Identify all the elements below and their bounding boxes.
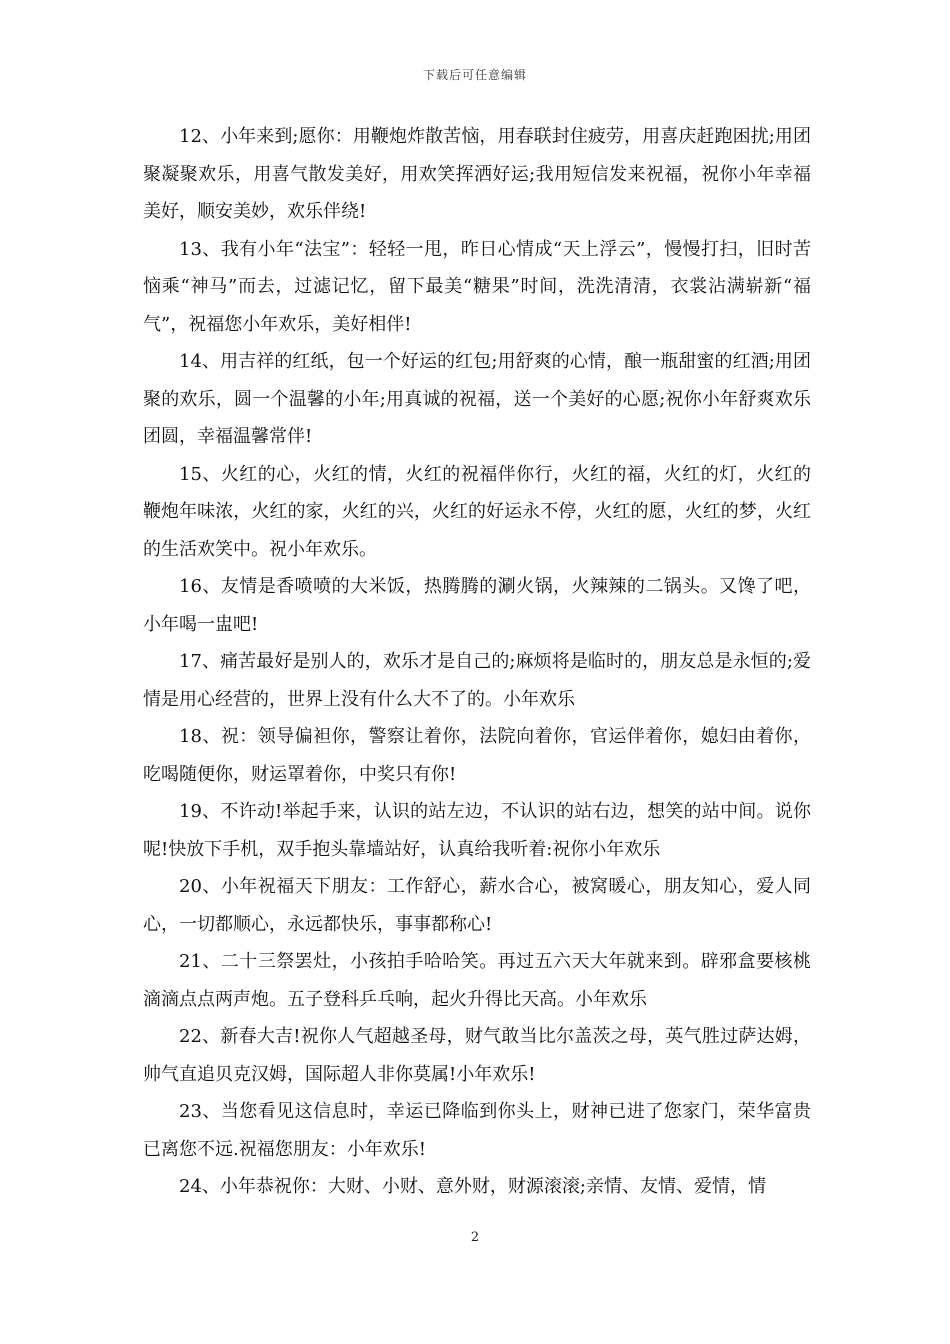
paragraph-19: 19、不许动!举起手来，认识的站左边，不认识的站右边，想笑的站中间。说你呢!快放下手机，双手抱头靠墙站好，认真给我听着:祝你小年欢乐 (143, 801, 811, 860)
paragraph-18: 18、祝：领导偏袒你，警察让着你，法院向着你，官运伴着你，媳妇由着你，吃喝随便你，财运罩着你，中奖只有你! (143, 726, 811, 785)
paragraph-21: 21、二十三祭罢灶，小孩拍手哈哈笑。再过五六天大年就来到。辟邪盒要核桃滴滴点点两声炮。五子登科乒乓响，起火升得比天高。小年欢乐 (143, 951, 811, 1010)
paragraph-16: 16、友情是香喷喷的大米饭，热腾腾的涮火锅，火辣辣的二锅头。又馋了吧，小年喝一盅吧! (143, 576, 811, 635)
paragraph-12: 12、小年来到;愿你：用鞭炮炸散苦恼，用春联封住疲劳，用喜庆赶跑困扰;用团聚凝聚欢乐，用喜气散发美好，用欢笑挥洒好运;我用短信发来祝福，祝你小年幸福美好，顺安美妙，欢乐伴绕! (143, 126, 811, 222)
paragraph-14: 14、用吉祥的红纸，包一个好运的红包;用舒爽的心情，酿一瓶甜蜜的红酒;用团聚的欢乐，圆一个温馨的小年;用真诚的祝福，送一个美好的心愿;祝你小年舒爽欢乐团圆，幸福温馨常伴! (143, 351, 811, 447)
paragraph-20: 20、小年祝福天下朋友：工作舒心，薪水合心，被窝暖心，朋友知心，爱人同心，一切都顺心，永远都快乐，事事都称心! (143, 876, 811, 935)
page-header: 下载后可任意编辑 (422, 68, 527, 82)
paragraph-22: 22、新春大吉!祝你人气超越圣母，财气敢当比尔盖茨之母，英气胜过萨达姆，帅气直追贝克汉姆，国际超人非你莫属!小年欢乐! (143, 1026, 811, 1085)
document-body (143, 118, 811, 1206)
paragraph-15: 15、火红的心，火红的情，火红的祝福伴你行，火红的福，火红的灯，火红的鞭炮年味浓，火红的家，火红的兴，火红的好运永不停，火红的愿，火红的梦，火红的生活欢笑中。祝小年欢乐。 (143, 463, 811, 560)
paragraph-23: 23、当您看见这信息时，幸运已降临到你头上，财神已进了您家门，荣华富贵已离您不远.祝福您朋友：小年欢乐! (143, 1101, 811, 1160)
paragraph-17: 17、痛苦最好是别人的，欢乐才是自己的;麻烦将是临时的，朋友总是永恒的;爱情是用心经营的，世界上没有什么大不了的。小年欢乐 (143, 651, 811, 710)
paragraph-13: 13、我有小年“法宝”：轻轻一甩，昨日心情成“天上浮云”，慢慢打扫，旧时苦恼乘“神马”而去，过滤记忆，留下最美“糖果”时间，洗洗清清，衣裳沾满崭新“福气”，祝福您小年欢乐，美好相伴! (143, 238, 811, 335)
paragraph-24: 24、小年恭祝你：大财、小财、意外财，财源滚滚;亲情、友情、爱情，情 (179, 1176, 766, 1197)
page-number: 2 (470, 1230, 480, 1245)
